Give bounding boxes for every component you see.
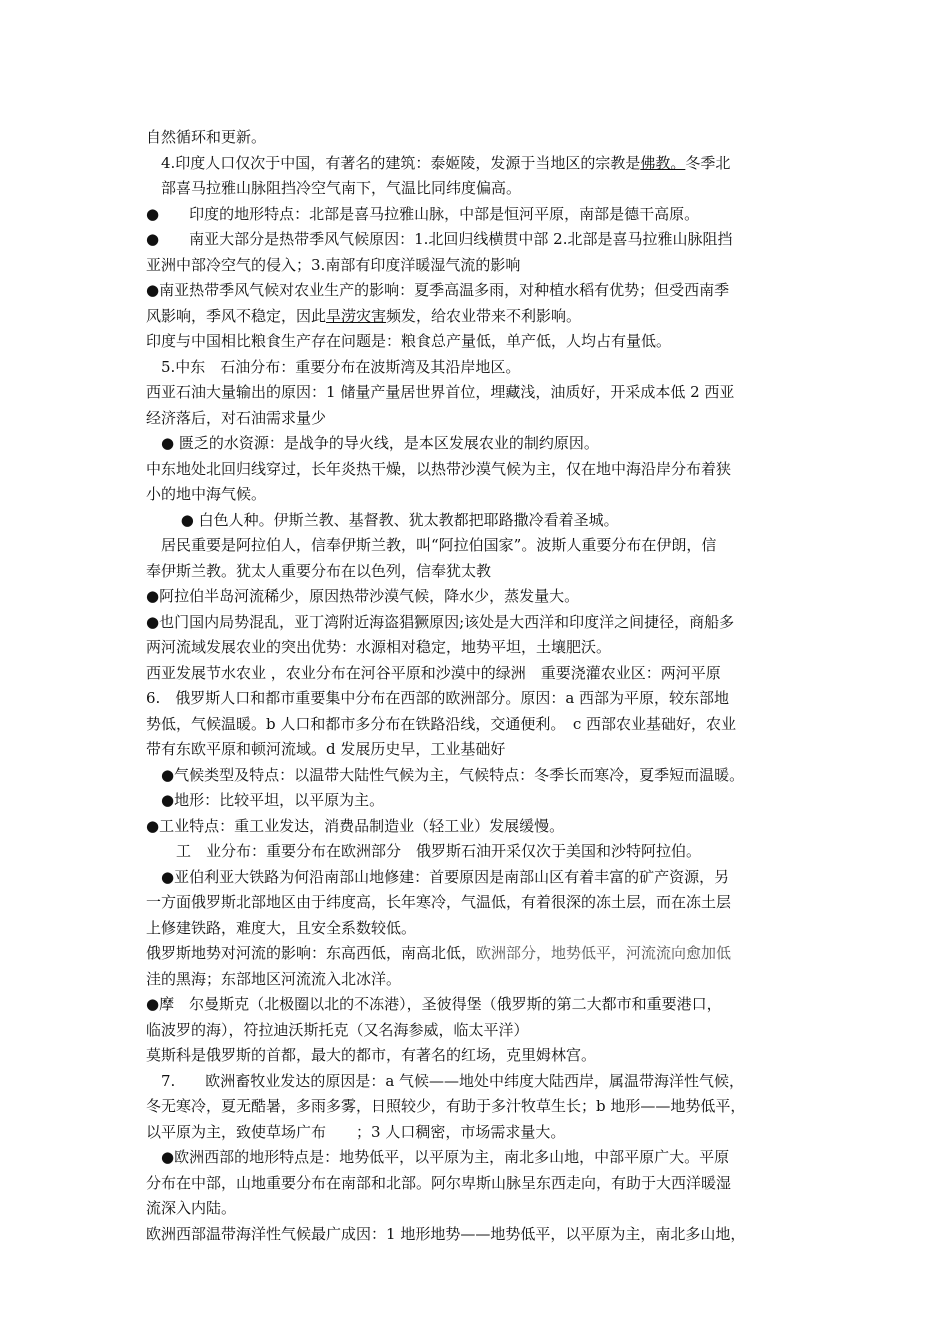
text-segment: 欧洲西部温带海洋性气候最广成因：1 地形地势——地势低平，以平原为主，南北多山地， [146, 1224, 746, 1243]
text-line [146, 559, 810, 585]
text-segment: 势低，气候温暖。b 人口和都市多分布在铁路沿线，交通便利。 c 西部农业基础好，农业 [146, 714, 737, 733]
text-segment: 亚洲中部冷空气的侵入；3.南部有印度洋暖湿气流的影响 [146, 255, 521, 274]
text-segment: 小的地中海气候。 [146, 485, 267, 503]
text-segment: 部喜马拉雅山脉阻挡冷空气南下，气温比同纬度偏高。 [146, 179, 522, 197]
text-line [146, 176, 810, 202]
text-segment: 冬季北 [685, 153, 731, 172]
text-line [146, 457, 810, 483]
text-segment: 旱涝灾害 [326, 306, 387, 325]
text-line [146, 304, 810, 330]
text-segment: 西亚石油大量输出的原因：1 储量产量居世界首位，埋藏浅，油质好，开采成本低 2 西亚 [146, 383, 735, 401]
text-segment: 带有东欧平原和顿河流域。d 发展历史早，工业基础好 [146, 740, 506, 758]
text-segment: ●南亚热带季风气候对农业生产的影响：夏季高温多雨，对种植水稻有优势；但受西南季 [146, 281, 730, 299]
text-segment: 两河流域发展农业的突出优势：水源相对稳定，地势平坦，土壤肥沃。 [146, 638, 612, 656]
text-line [146, 431, 810, 457]
text-line [146, 253, 810, 279]
text-segment: 佛教。 [640, 153, 686, 172]
text-segment: 自然循环和更新。 [146, 128, 267, 146]
text-line [146, 533, 810, 559]
text-line [146, 355, 810, 381]
text-segment: 冬无寒冷，夏无酷暑，多雨多雾，日照较少，有助于多汁牧草生长；b 地形——地势低平， [146, 1097, 746, 1115]
text-segment: ● 白色人种。伊斯兰教、基督教、犹太教都把耶路撒冷看着圣城。 [146, 510, 619, 529]
text-line [146, 1120, 810, 1146]
text-line [146, 151, 810, 177]
text-line [146, 661, 810, 687]
text-line [146, 584, 810, 610]
text-segment: 频发，给农业带来不利影响。 [386, 306, 582, 325]
text-line [146, 737, 810, 763]
text-segment: 分布在中部，山地重要分布在南部和北部。阿尔卑斯山脉呈东西走向，有助于大西洋暖湿 [146, 1173, 732, 1192]
text-segment: 洼的黑海；东部地区河流流入北冰洋。 [146, 969, 402, 988]
text-line [146, 1171, 810, 1197]
text-segment: ●亚伯利亚大铁路为何沿南部山地修建：首要原因是南部山区有着丰富的矿产资源，另 [146, 867, 730, 886]
text-segment: ● 南亚大部分是热带季风气候原因：1.北回归线横贯中部 2.北部是喜马拉雅山脉阻挡 [146, 230, 733, 248]
text-line [146, 227, 810, 253]
text-segment: 风影响，季风不稳定，因此 [146, 306, 327, 325]
text-segment: ●工业特点：重工业发达，消费品制造业（轻工业）发展缓慢。 [146, 816, 565, 835]
text-segment: ●气候类型及特点：以温带大陆性气候为主，气候特点：冬季长而寒冷，夏季短而温暖。 [146, 765, 745, 784]
text-segment: 一方面俄罗斯北部地区由于纬度高，长年寒冷，气温低，有着很深的冻土层，而在冻土层 [146, 893, 732, 911]
text-segment: 临波罗的海），符拉迪沃斯托克（又名海参威，临太平洋） [146, 1020, 529, 1039]
text-line [146, 788, 810, 814]
text-segment: 奉伊斯兰教。犹太人重要分布在以色列，信奉犹太教 [146, 561, 492, 580]
text-segment: 工 业分布：重要分布在欧洲部分 俄罗斯石油开采仅次于美国和沙特阿拉伯。 [146, 842, 702, 860]
text-line [146, 125, 810, 151]
text-segment: ● 印度的地形特点：北部是喜马拉雅山脉，中部是恒河平原，南部是德干高原。 [146, 204, 700, 223]
text-segment: 流深入内陆。 [146, 1199, 237, 1217]
text-line [146, 508, 810, 534]
text-line [146, 1196, 810, 1222]
text-segment: ●阿拉伯半岛河流稀少，原因热带沙漠气候，降水少，蒸发量大。 [146, 587, 580, 605]
text-segment: 中东地处北回归线穿过，长年炎热干燥，以热带沙漠气候为主，仅在地中海沿岸分布着狭 [146, 459, 732, 478]
text-line [146, 839, 810, 865]
text-line [146, 865, 810, 891]
text-line [146, 890, 810, 916]
text-line [146, 1222, 810, 1248]
text-line [146, 941, 810, 967]
text-line [146, 916, 810, 942]
text-segment: 西亚发展节水农业 ，农业分布在河谷平原和沙漠中的绿洲 重要浇灌农业区：两河平原 [146, 663, 721, 682]
text-segment: 印度与中国相比粮食生产存在问题是：粮食总产量低，单产低，人均占有量低。 [146, 332, 672, 350]
text-line [146, 814, 810, 840]
text-line [146, 1043, 810, 1069]
text-segment: 莫斯科是俄罗斯的首都，最大的都市，有著名的红场，克里姆林宫。 [146, 1046, 597, 1064]
text-line [146, 967, 810, 993]
text-segment: 经济落后，对石油需求量少 [146, 408, 327, 427]
text-line [146, 610, 810, 636]
document-body [146, 125, 810, 1247]
text-segment: 4.印度人口仅次于中国，有著名的建筑：泰姬陵，发源于当地区的宗教是 [146, 153, 641, 172]
text-segment: 以平原为主，致使草场广布 ；3 人口稠密，市场需求量大。 [146, 1122, 566, 1141]
text-segment: ●地形：比较平坦，以平原为主。 [146, 791, 385, 809]
text-line [146, 482, 810, 508]
text-line [146, 406, 810, 432]
text-line [146, 278, 810, 304]
text-segment: 6. 俄罗斯人口和都市重要集中分布在西部的欧洲部分。原因：a 西部为平原，较东部地 [146, 689, 730, 707]
text-segment: ●也门国内局势混乱，亚丁湾附近海盗猖獗原因;该处是大西洋和印度洋之间捷径，商船多 [146, 612, 735, 631]
text-line [146, 329, 810, 355]
text-line [146, 1094, 810, 1120]
text-segment: 俄罗斯地势对河流的影响：东高西低，南高北低， [146, 944, 477, 962]
text-segment: 上修建铁路，难度大，且安全系数较低。 [146, 918, 417, 937]
text-segment: ●摩 尔曼斯克（北极圈以北的不冻港），圣彼得堡（俄罗斯的第二大都市和重要港口， [146, 995, 722, 1013]
text-line [146, 992, 810, 1018]
text-line [146, 763, 810, 789]
text-segment: 7. 欧洲畜牧业发达的原因是：a 气候——地处中纬度大陆西岸，属温带海洋性气候， [146, 1071, 745, 1090]
text-line [146, 686, 810, 712]
text-segment: 欧洲部分，地势低平，河流流向愈加低 [476, 944, 732, 962]
text-line [146, 1018, 810, 1044]
text-line [146, 1145, 810, 1171]
text-line [146, 712, 810, 738]
text-line [146, 1069, 810, 1095]
text-line [146, 635, 810, 661]
text-segment: ●欧洲西部的地形特点是：地势低平，以平原为主，南北多山地，中部平原广大。平原 [146, 1148, 730, 1166]
text-segment: ● 匮乏的水资源：是战争的导火线，是本区发展农业的制约原因。 [146, 434, 599, 452]
text-line [146, 202, 810, 228]
text-line [146, 380, 810, 406]
text-segment: 居民重要是阿拉伯人，信奉伊斯兰教，叫“阿拉伯国家”。波斯人重要分布在伊朗，信 [146, 536, 717, 554]
text-segment: 5.中东 石油分布：重要分布在波斯湾及其沿岸地区。 [146, 357, 521, 376]
